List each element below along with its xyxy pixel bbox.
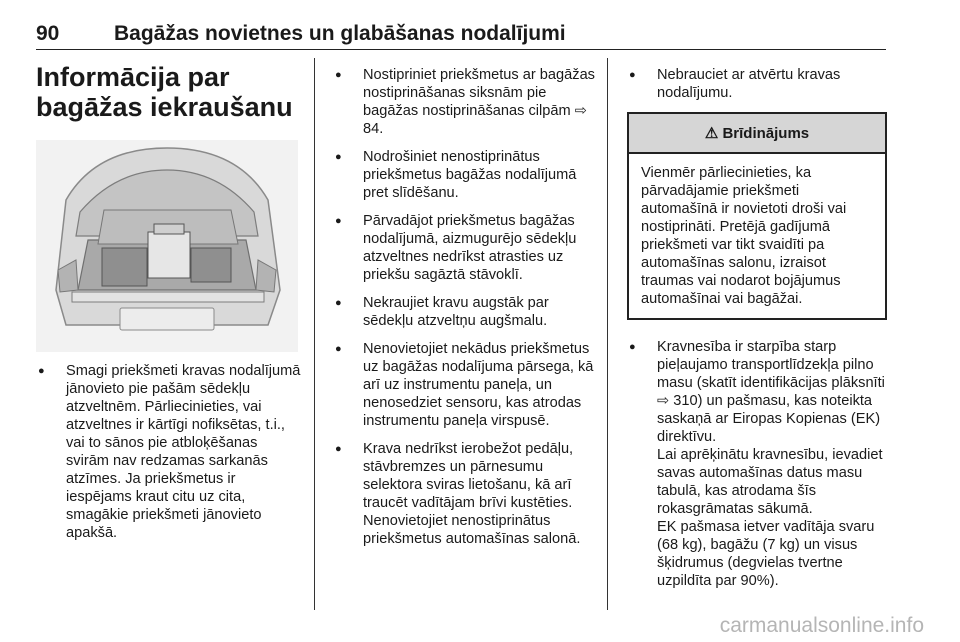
list-item: ● Nodrošiniet nenostiprinātus priekšmetus bagāžas nodalījumā pret slīdēšanu. — [333, 148, 595, 202]
page-header — [36, 0, 886, 50]
payload-definition: ● Kravnesība ir starpība starp pieļaujamo transportlīdzekļa pilno masu (skatīt identifikācijas plāksnīti ⇨ 310) un pašmasu, kas noteikta saskaņā ar Eiropas Kopienas (EK) direktīvu. — [657, 339, 885, 445]
warning-box — [627, 112, 887, 320]
page-number: 90 — [36, 22, 60, 45]
column-1-body — [36, 362, 301, 552]
column-divider — [607, 58, 608, 610]
car-trunk-drawing — [36, 140, 298, 352]
warning-text: Vienmēr pārliecinieties, ka pārvadājamie priekšmeti automašīnā ir novietoti droši vai nostiprināti. Pretējā gadījumā priekšmeti var tikt svaidīti pa automašīnas salonu, izraisot traumas vai nodarot bojājumus automašīnai vai bagāžai. — [641, 165, 847, 307]
list-item: ● Krava nedrīkst ierobežot pedāļu, stāvbremzes un pārnesumu selektora sviras lietošanu, kā arī traucēt vadītājam brīvi kustēties. Nenovietojiet nenostiprinātus priekšmetus automašīnas salonā. — [333, 440, 595, 548]
list-item: ● Smagi priekšmeti kravas nodalījumā jānovieto pie pašām sēdekļu atzveltnēm. Pārliecinieties, vai atzveltnes ir kārtīgi nofiksētas, t.i., vai to sānos pie atbloķēšanas svirām nav redzamas sarkanās atzīmes. Ja priekšmetus ir iespējams kraut citu uz cita, smagākie priekšmeti jānovieto apakšā. — [36, 362, 301, 542]
list-item: ● Nostipriniet priekšmetus ar bagāžas nostiprināšanas siksnām pie bagāžas nostiprināšanas cilpām ⇨ 84. — [333, 66, 595, 138]
list-item: ● Nekraujiet kravu augstāk par sēdekļu atzveltņu augšmalu. — [333, 294, 595, 330]
warning-title: ⚠ Brīdinājums — [629, 114, 885, 154]
trunk-loading-illustration — [36, 140, 298, 352]
list-item: ● Nenovietojiet nekādus priekšmetus uz bagāžas nodalījuma pārsega, kā arī uz instrumentu paneļa, un nenosedziet sensoru, kas atrodas instrumentu paneļa virspusē. — [333, 340, 595, 430]
running-title: Bagāžas novietnes un glabāšanas nodalījumi — [114, 22, 566, 45]
payload-calculation: Lai aprēķinātu kravnesību, ievadiet savas automašīnas datus masu tabulā, kas atrodama šīs rokasgrāmatas sākumā. — [657, 447, 883, 517]
column-divider — [314, 58, 315, 610]
column-1 — [36, 58, 301, 122]
watermark: carmanualsonline.info — [719, 614, 924, 637]
column-2 — [333, 66, 595, 558]
section-title: Informācija par bagāžas iekraušanu — [36, 62, 293, 122]
curb-weight-note: EK pašmasa ietver vadītāja svaru (68 kg), bagāžu (7 kg) un visus šķidrumus (degvielas tvertne uzpildīta par 90%). — [657, 519, 875, 589]
list-item — [627, 338, 887, 590]
list-item: ● Nebrauciet ar atvērtu kravas nodalījumu. — [627, 66, 887, 102]
list-item: ● Pārvadājot priekšmetus bagāžas nodalījumā, aizmugurējo sēdekļu atzveltnes nedrīkst atrasties uz priekšu sagāztā stāvoklī. — [333, 212, 595, 284]
column-3 — [627, 66, 887, 600]
